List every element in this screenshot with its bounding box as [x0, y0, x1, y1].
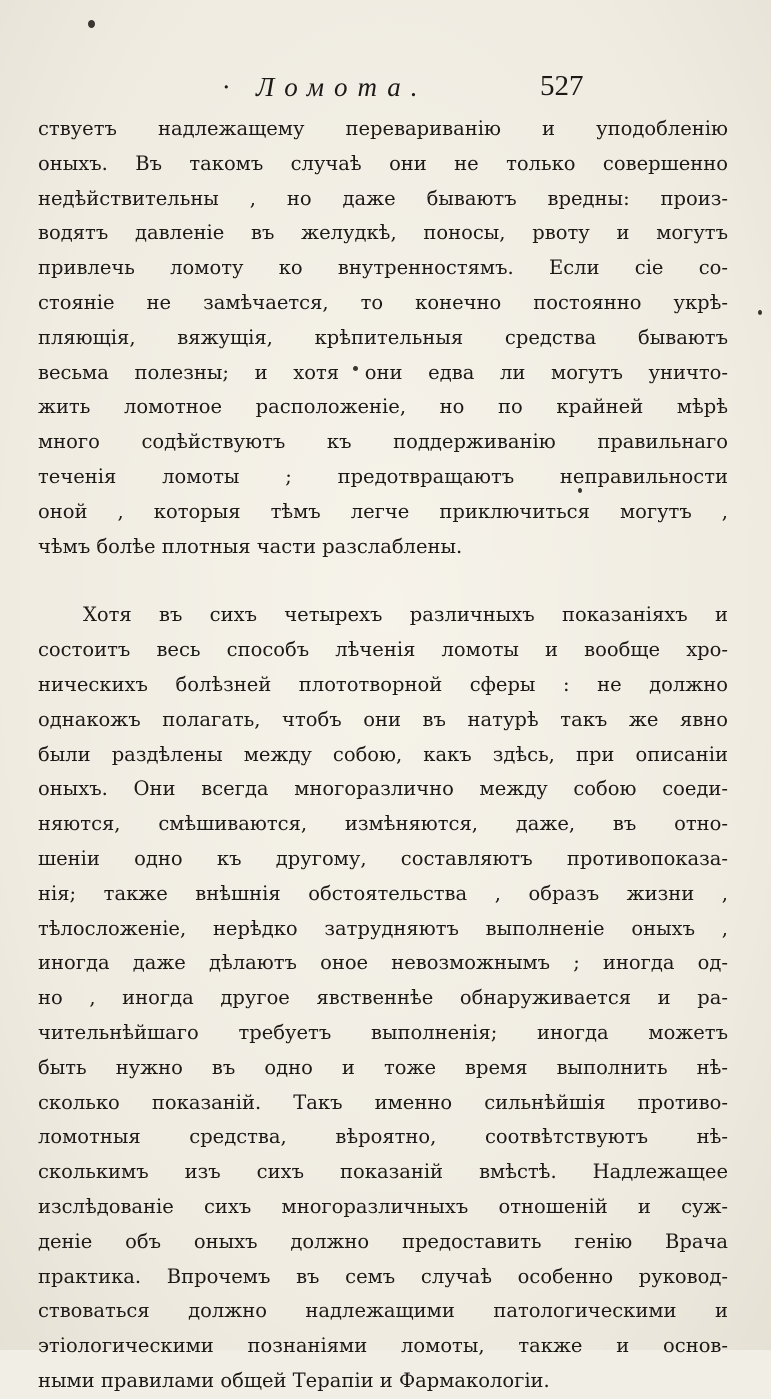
text-line: ствоваться должно надлежащими патологическими и: [38, 1299, 728, 1323]
text-line: однакожъ полагать, чтобъ они въ натурѣ такъ же явно: [38, 707, 728, 731]
text-line: чѣмъ болѣе плотныя части разслаблены.: [38, 534, 463, 558]
text-line: сколькимъ изъ сихъ показаній вмѣстѣ. Надлежащее: [38, 1160, 728, 1184]
ink-speck: [758, 310, 762, 315]
text-line: нія; также внѣшнія обстоятельства , образъ жизни ,: [38, 881, 728, 905]
text-line: стояніе не замѣчается, то конечно постоянно укрѣ-: [38, 290, 728, 314]
text-line: но , иногда другое явственнѣе обнаруживается и ра-: [38, 986, 728, 1010]
running-title: · Ломота.: [222, 72, 428, 102]
text-line: много содѣйствуютъ къ поддерживанію правильнаго: [38, 430, 728, 454]
text-line: оной , которыя тѣмъ легче приключиться могутъ ,: [38, 499, 728, 523]
paragraph-2: [38, 598, 728, 1398]
text-line: изслѣдованіе сихъ многоразличныхъ отношеній и суж-: [38, 1194, 728, 1218]
text-line: жить ломотное расположеніе, но по крайней мѣрѣ: [38, 395, 728, 419]
page-number: 527: [540, 70, 584, 102]
text-line: деніе объ оныхъ должно предоставить генію Врача: [38, 1229, 728, 1253]
text-line: пляющія, вяжущія, крѣпительныя средства бываютъ: [38, 325, 728, 349]
text-line: тѣлосложеніе, нерѣдко затрудняютъ выполненіе оныхъ ,: [38, 916, 728, 940]
text-block: [38, 112, 728, 1399]
text-line: были раздѣлены между собою, какъ здѣсь, при описаніи: [38, 742, 728, 766]
paragraph-gap: [38, 564, 728, 598]
text-line: состоитъ весь способъ лѣченія ломоты и вообще хро-: [38, 638, 728, 662]
text-line: оныхъ. Въ такомъ случаѣ они не только совершенно: [38, 151, 728, 175]
text-line: водятъ давленіе въ желудкѣ, поносы, рвоту и могутъ: [38, 221, 728, 245]
paragraph-1: [38, 112, 728, 564]
running-head: [0, 68, 771, 108]
text-line: сколько показаній. Такъ именно сильнѣйшія противо-: [38, 1090, 728, 1114]
text-line: Хотя въ сихъ четырехъ различныхъ показаніяхъ и: [83, 603, 728, 627]
text-line: ствуетъ надлежащему перевариванію и уподобленію: [38, 117, 728, 140]
text-line: привлечь ломоту ко внутренностямъ. Если сіе со-: [38, 256, 728, 280]
text-line: шеніи одно къ другому, составляютъ противопоказа-: [38, 846, 728, 870]
text-line: теченія ломоты ; предотвращаютъ неправильности: [38, 464, 728, 488]
text-line: недѣйствительны , но даже бываютъ вредны: произ-: [38, 186, 728, 210]
text-line: чительнѣйшаго требуетъ выполненія; иногда можетъ: [38, 1020, 728, 1044]
text-line: оныхъ. Они всегда многоразлично между собою соеди-: [38, 777, 728, 801]
text-line: быть нужно въ одно и тоже время выполнить нѣ-: [38, 1055, 728, 1079]
text-line: ническихъ болѣзней плототворной сферы : не должно: [38, 672, 728, 696]
text-line: няются, смѣшиваются, измѣняются, даже, въ отно-: [38, 812, 728, 836]
text-line: иногда даже дѣлаютъ оное невозможнымъ ; иногда од-: [38, 951, 728, 975]
text-line: весьма полезны; и хотя они едва ли могутъ уничто-: [38, 360, 728, 384]
ink-speck: [88, 20, 95, 28]
text-line: этіологическими познаніями ломоты, также и основ-: [38, 1334, 728, 1358]
text-line: ными правилами общей Терапіи и Фармакологіи.: [38, 1368, 550, 1392]
text-line: практика. Впрочемъ въ семъ случаѣ особенно руковод-: [38, 1264, 728, 1288]
text-line: ломотныя средства, вѣроятно, соотвѣтствуютъ нѣ-: [38, 1125, 728, 1149]
